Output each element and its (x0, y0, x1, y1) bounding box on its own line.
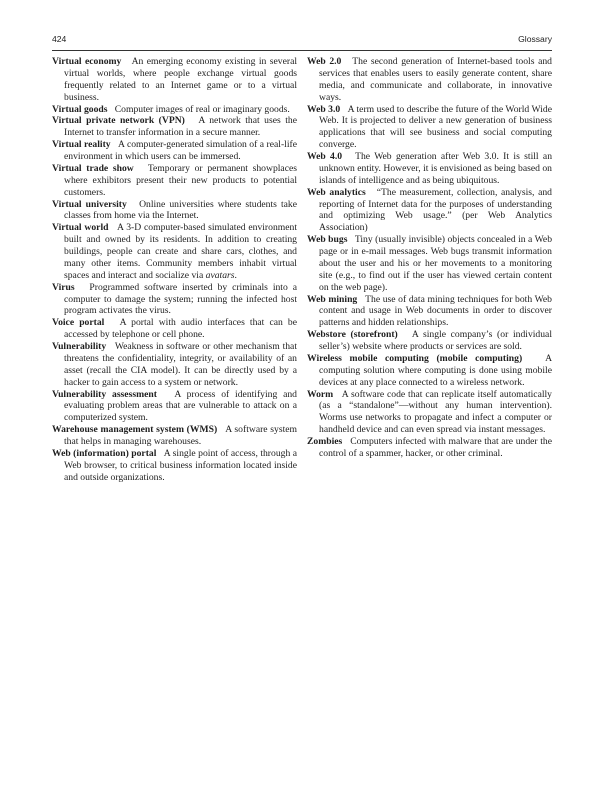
glossary-entry (307, 329, 552, 353)
glossary-term: Wireless mobile computing (mobile computing) (307, 352, 523, 364)
glossary-entry (52, 56, 297, 104)
glossary-definition: A software system that helps in managing warehouses. (64, 424, 298, 447)
glossary-entry (307, 151, 552, 187)
glossary-definition: The use of data mining techniques for both Web content and usage in Web documents in order to discover patterns and hidden relationships. (319, 293, 552, 329)
glossary-term: Worm (307, 388, 334, 400)
glossary-term: Web bugs (307, 234, 348, 246)
glossary-definition: A single company’s (or individual seller’s) website where products or services are sold. (319, 329, 552, 352)
glossary-term: Virtual world (52, 222, 109, 234)
glossary-entry (307, 389, 552, 437)
header-rule (52, 50, 552, 51)
glossary-entry (52, 104, 297, 116)
glossary-term: Zombies (307, 436, 343, 447)
glossary-entry (307, 353, 552, 389)
page-header (52, 34, 552, 48)
glossary-term: Web 2.0 (307, 56, 342, 67)
glossary-definition: A computer-generated simulation of a real-life environment in which users can be immersed. (64, 139, 297, 162)
glossary-definition: A portal with audio interfaces that can be accessed by telephone or cell phone. (64, 317, 297, 341)
glossary-definition: A network that uses the Internet to transfer information in a secure manner. (64, 115, 297, 139)
glossary-definition: An emerging economy existing in several virtual worlds, where people exchange virtual goods frequently related to an Internet game or to a virtual business. (64, 56, 298, 103)
glossary-entry (52, 424, 297, 448)
glossary-definition: “The measurement, collection, analysis, and reporting of Internet data for the purposes of understanding and optimizing Web usage.” (per Web Analytics Association) (319, 186, 552, 234)
glossary-entry (52, 115, 297, 139)
glossary-definition-text: A 3-D computer-based simulated environment built and owned by its residents. In addition to creating buildings, people can create and share cars, clothes, and many other items. Community members inhabit virtual spaces and interact and socialize via (64, 222, 298, 281)
glossary-entry (52, 222, 297, 281)
glossary-entry (52, 163, 297, 199)
glossary-definition: A software code that can replicate itself automatically (as a “standalone”—without any human intervention). Worms use networks to propagate and infect a computer or handheld device and can even spread via instant messages. (319, 388, 552, 436)
glossary-definition: Programmed software inserted by criminals into a computer to damage the system; running the infected host program activates the virus. (64, 281, 297, 317)
glossary-column-right (307, 56, 552, 460)
glossary-definition: A term used to describe the future of the World Wide Web. It is projected to deliver a new generation of business applications that will see business and social computing converge. (319, 103, 552, 151)
glossary-definition: The second generation of Internet-based tools and services that enables users to easily generate content, share media, and communicate and collaborate, in innovative ways. (319, 56, 552, 103)
glossary-term: Web (information) portal (52, 447, 157, 459)
glossary-term: Virtual reality (52, 139, 111, 151)
glossary-term: Virtual goods (52, 103, 108, 115)
glossary-entry (307, 187, 552, 235)
glossary-definition: A computing solution where computing is done using mobile devices at any place connected to a wireless network. (319, 352, 553, 388)
glossary-entry (52, 389, 297, 425)
glossary-definition: The Web generation after Web 3.0. It is still an unknown entity. However, it is envisioned as being based on islands of intelligence and as being ubiquitous. (319, 151, 553, 186)
glossary-entry (52, 282, 297, 318)
glossary-term: Webstore (storefront) (307, 329, 398, 341)
glossary-term: Virus (52, 281, 75, 293)
glossary-term: Virtual private network (VPN) (52, 115, 185, 127)
glossary-definition-end: . (234, 269, 237, 281)
glossary-definition: Tiny (usually invisible) objects concealed in a Web page or in e-mail messages. Web bugs transmit information about the user and his or her movements to a monitoring site (e.g., to find out if the user has viewed certain content on the web page). (319, 234, 553, 293)
glossary-definition: Weakness in software or other mechanism that threatens the confidentiality, integrity, or availability of an asset (recall the CIA model). It can be directly used by a hacker to gain access to a system or network. (64, 341, 297, 388)
glossary-term: Voice portal (52, 317, 105, 329)
glossary-definition: Temporary or permanent showplaces where exhibitors present their new products to potential customers. (64, 162, 297, 198)
glossary-term: Virtual university (52, 198, 127, 210)
glossary-term: Web mining (307, 293, 358, 305)
glossary-term: Virtual trade show (52, 162, 134, 174)
glossary-entry (52, 341, 297, 389)
glossary-term: Vulnerability assessment (52, 388, 157, 400)
glossary-term: Warehouse management system (WMS) (52, 424, 218, 436)
glossary-entry (307, 104, 552, 152)
glossary-definition: A single point of access, through a Web browser, to critical business information located inside and outside organizations. (64, 447, 298, 483)
glossary-definition: Online universities where students take classes from home via the Internet. (64, 198, 298, 222)
page-number: 424 (52, 34, 67, 44)
glossary-term: Web 3.0 (307, 103, 341, 115)
glossary-entry (52, 199, 297, 223)
glossary-entry (52, 317, 297, 341)
glossary-term: Virtual economy (52, 56, 122, 67)
glossary-entry (307, 234, 552, 293)
glossary-entry (307, 294, 552, 330)
section-title: Glossary (518, 34, 552, 44)
glossary-definition-italic: avatars (205, 269, 235, 281)
glossary-definition: A process of identifying and evaluating problem areas that are vulnerable to attack on a computerized system. (64, 388, 297, 424)
glossary-term: Web analytics (307, 186, 366, 198)
glossary-definition: Computer images of real or imaginary goods. (114, 103, 290, 115)
glossary-definition: Computers infected with malware that are under the control of a spammer, hacker, or other criminal. (319, 436, 553, 459)
glossary-entry (307, 436, 552, 460)
glossary-term: Vulnerability (52, 341, 107, 352)
glossary-entry (52, 139, 297, 163)
glossary-entry (52, 448, 297, 484)
glossary-entry (307, 56, 552, 104)
glossary-term: Web 4.0 (307, 151, 343, 162)
glossary-column-left (52, 56, 297, 484)
